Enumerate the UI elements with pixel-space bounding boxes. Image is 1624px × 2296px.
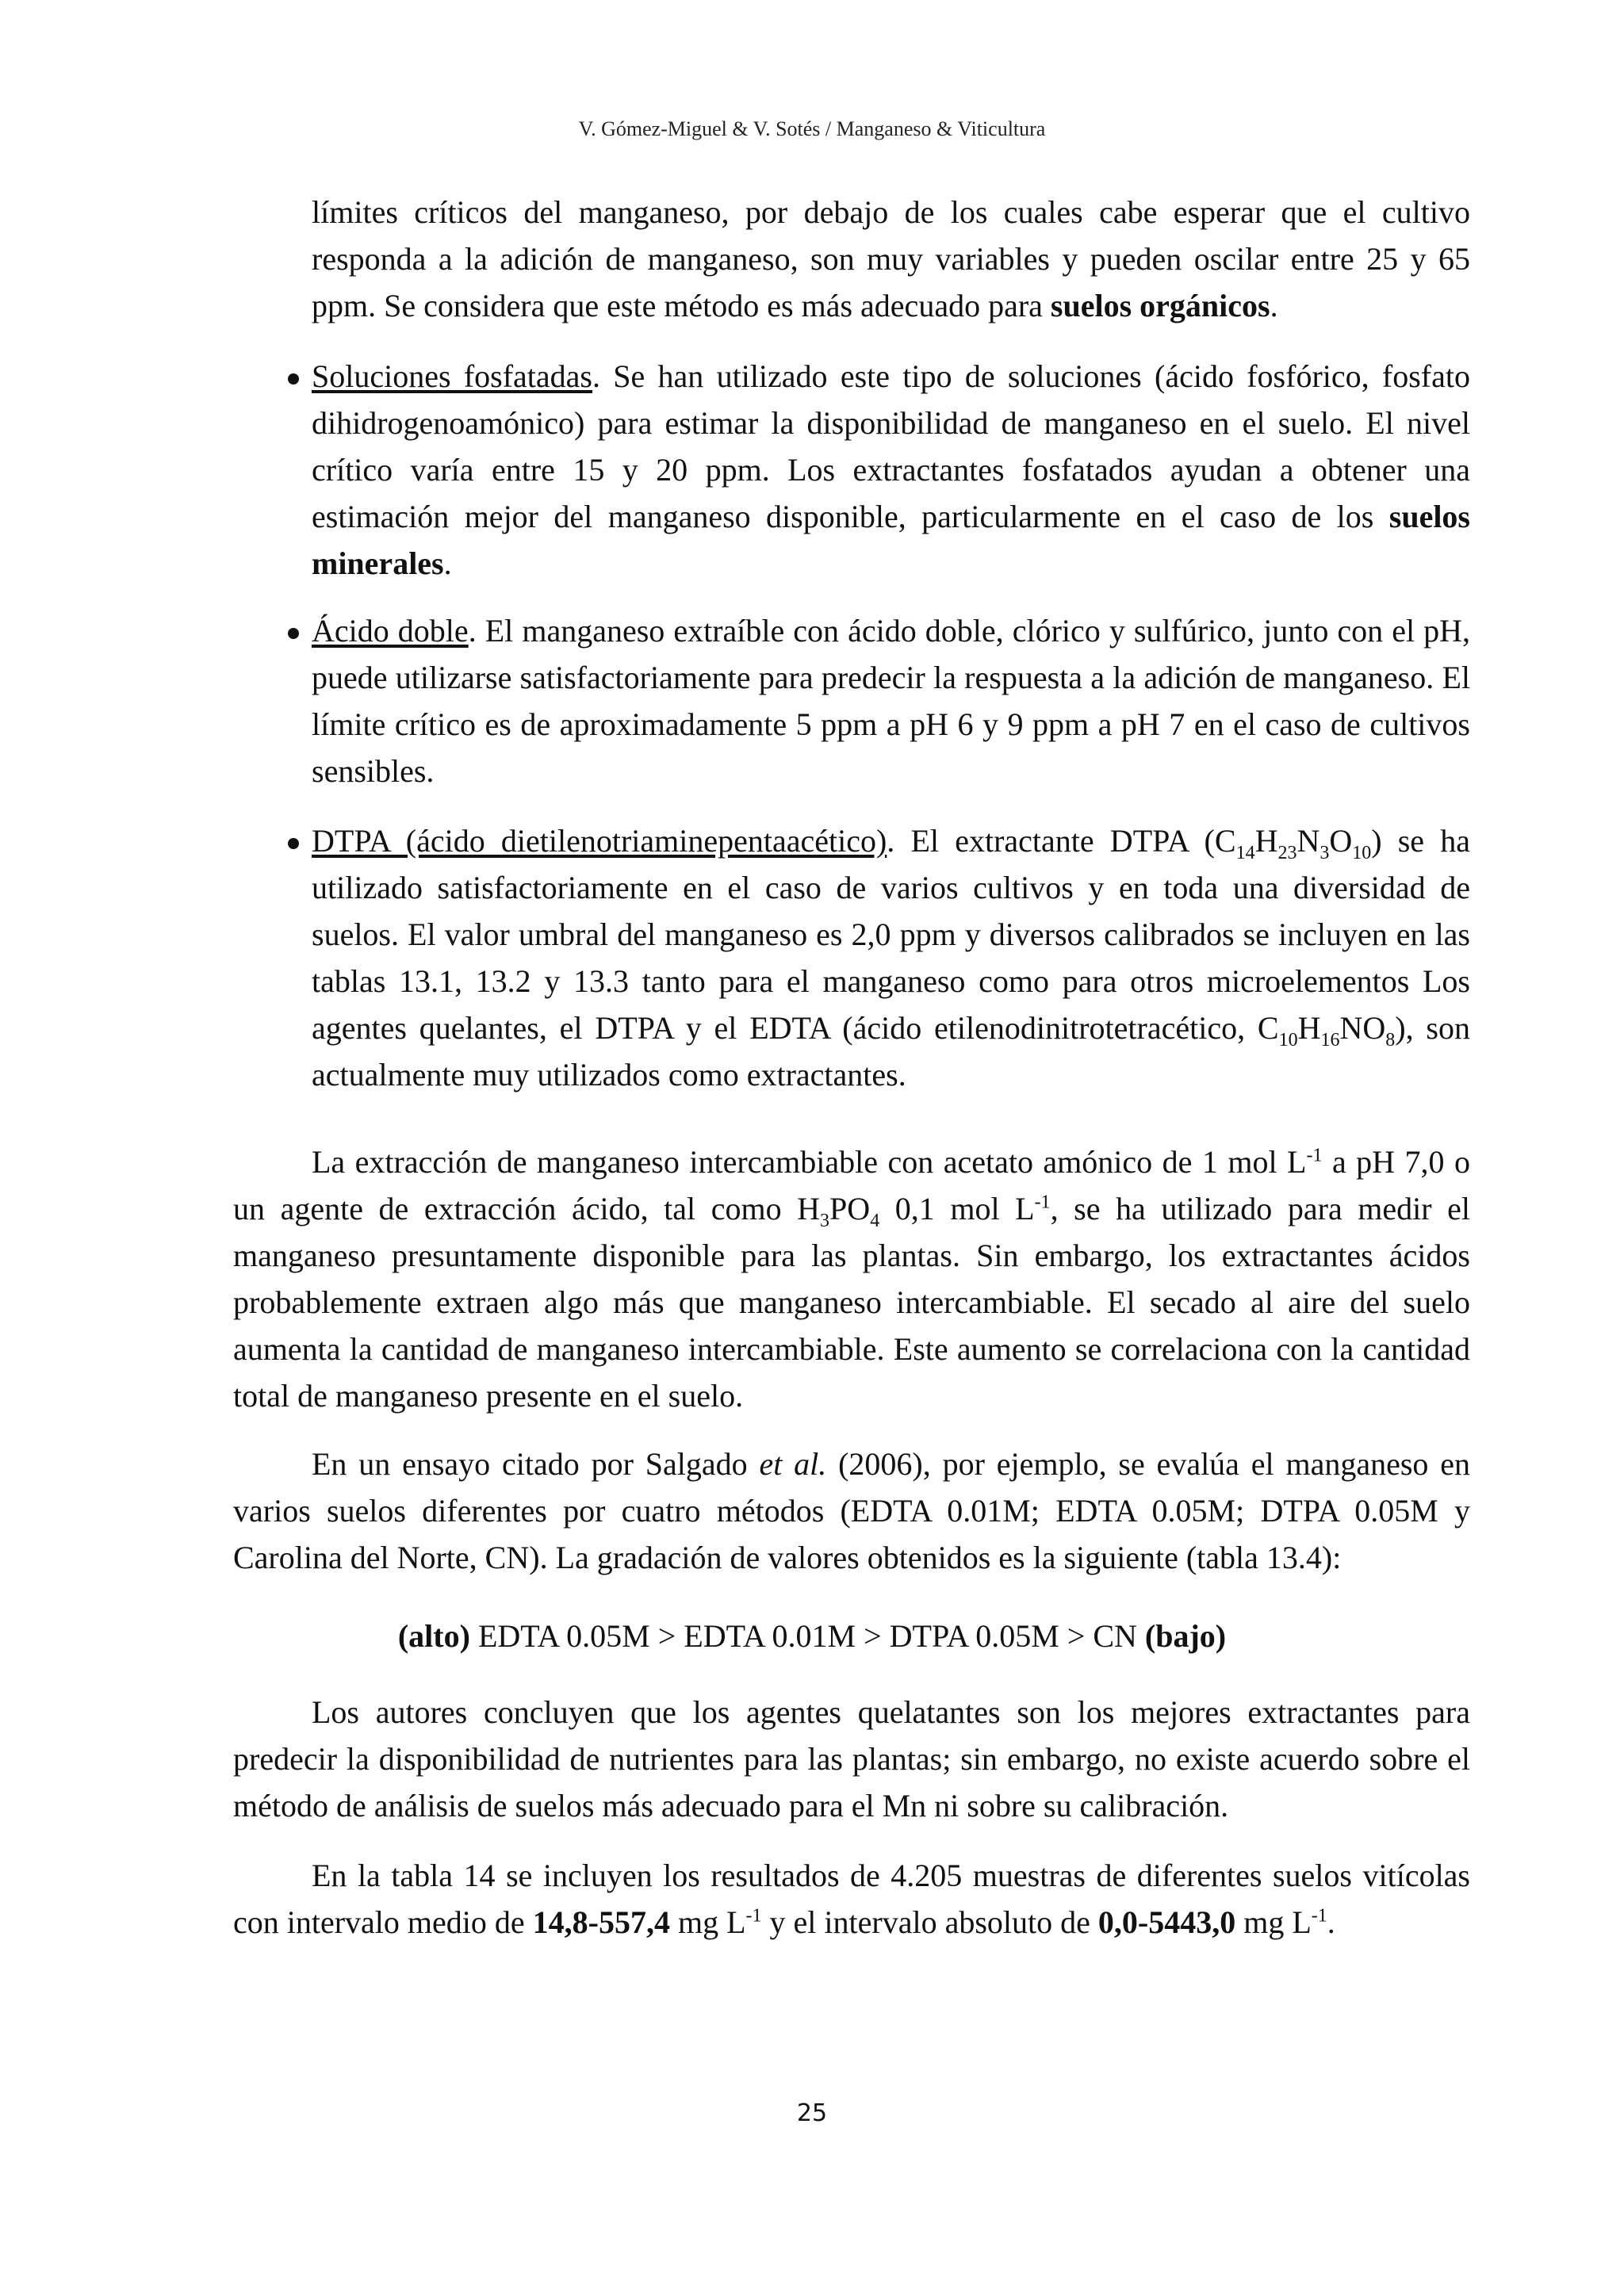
running-header: V. Gómez-Miguel & V. Sotés / Manganeso & Viticultura	[578, 117, 1046, 140]
list-item-term: Ácido doble	[312, 613, 469, 649]
bullet-icon	[288, 628, 299, 639]
list-item-acido-doble: Ácido doble. El manganeso extraíble con ácido doble, clórico y sulfúrico, junto con el pH, puede utilizarse satisfactoriamente para predecir la respuesta a la adición de manganeso. El límite crítico es de aproximadamente 5 ppm a pH 6 y 9 ppm a pH 7 en el caso de cultivos sensibles.	[274, 607, 1470, 794]
page-number: 25	[796, 2099, 828, 2127]
paragraph-conclusion: Los autores concluyen que los agentes quelatantes son los mejores extractantes para predecir la disponibilidad de nutrientes para las plantas; sin embargo, no existe acuerdo sobre el método de análisis de suelos más adecuado para el Mn ni sobre su calibración.	[233, 1694, 1470, 1823]
bold-term: suelos orgánicos	[1050, 288, 1270, 323]
bold-term: suelos minerales	[312, 499, 1470, 581]
bullet-icon	[288, 373, 299, 385]
paragraph-ensayo: En un ensayo citado por Salgado et al. (2006), por ejemplo, se evalúa el manganeso en varios suelos diferentes por cuatro métodos (EDTA 0.01M; EDTA 0.05M; DTPA 0.05M y Carolina del Norte, CN). La gradación de valores obtenidos es la siguiente (tabla 13.4):	[233, 1446, 1470, 1575]
list-item-dtpa: DTPA (ácido dietilenotriaminepentaacético). El extractante DTPA $(C_{14}H_{23}N_3O_{10})$ se ha utilizado satisfactoriamente en el caso de varios cultivos y en toda una diversidad de suelos. El valor umbral del manganeso es 2,0 ppm y diversos calibrados se incluyen en las tablas 13.1, 13.2 y 13.3 tanto para el manganeso como para otros microelementos Los agentes quelantes, el DTPA y el EDTA (ácido etilenodinitrotetracético, $C_{10}H_{16}NO_8$), son actualmente muy utilizados como extractantes.	[274, 817, 1470, 1098]
paragraph-tabla-14: En la tabla 14 se incluyen los resultados de 4.205 muestras de diferentes suelos vitícolas con intervalo medio de 14,8-557,4 mg $L^{-1}$ y el intervalo absoluto de 0,0-5443,0 mg $L^{-1}$.	[233, 1858, 1470, 1940]
list-item-term: DTPA (ácido dietilenotriaminepentaacético)	[312, 823, 887, 859]
continuation-paragraph: límites críticos del manganeso, por debajo de los cuales cabe esperar que el cultivo responda a la adición de manganeso, son muy variables y pueden oscilar entre 25 y 65 ppm. Se considera que este método es más adecuado para suelos orgánicos.	[312, 194, 1470, 323]
paragraph-extraccion: La extracción de manganeso intercambiable con acetato amónico de 1 mol $L^{-1}$ a pH 7,0 o un agente de extracción ácido, tal como $H_3PO_4$ 0,1 mol $L^{-1}$, se ha utilizado para medir el manganeso presuntamente disponible para las plantas. Sin embargo, los extractantes ácidos probablemente extraen algo más que manganeso intercambiable. El secado al aire del suelo aumenta la cantidad de manganeso intercambiable. Este aumento se correlaciona con la cantidad total de manganeso presente en el suelo.	[233, 1144, 1471, 1414]
list-item-soluciones-fosfatadas: Soluciones fosfatadas. Se han utilizado este tipo de soluciones (ácido fosfórico, fosfato dihidrogenoamónico) para estimar la disponibilidad de manganeso en el suelo. El nivel crítico varía entre 15 y 20 ppm. Los extractantes fosfatados ayudan a obtener una estimación mejor del manganeso disponible, particularmente en el caso de los suelos minerales.	[274, 353, 1470, 587]
bullet-icon	[288, 838, 299, 849]
gradation-line: (alto) EDTA 0.05M > EDTA 0.01M > DTPA 0.05M > CN (bajo)	[397, 1618, 1227, 1654]
list-item-term: Soluciones fosfatadas	[312, 358, 592, 394]
